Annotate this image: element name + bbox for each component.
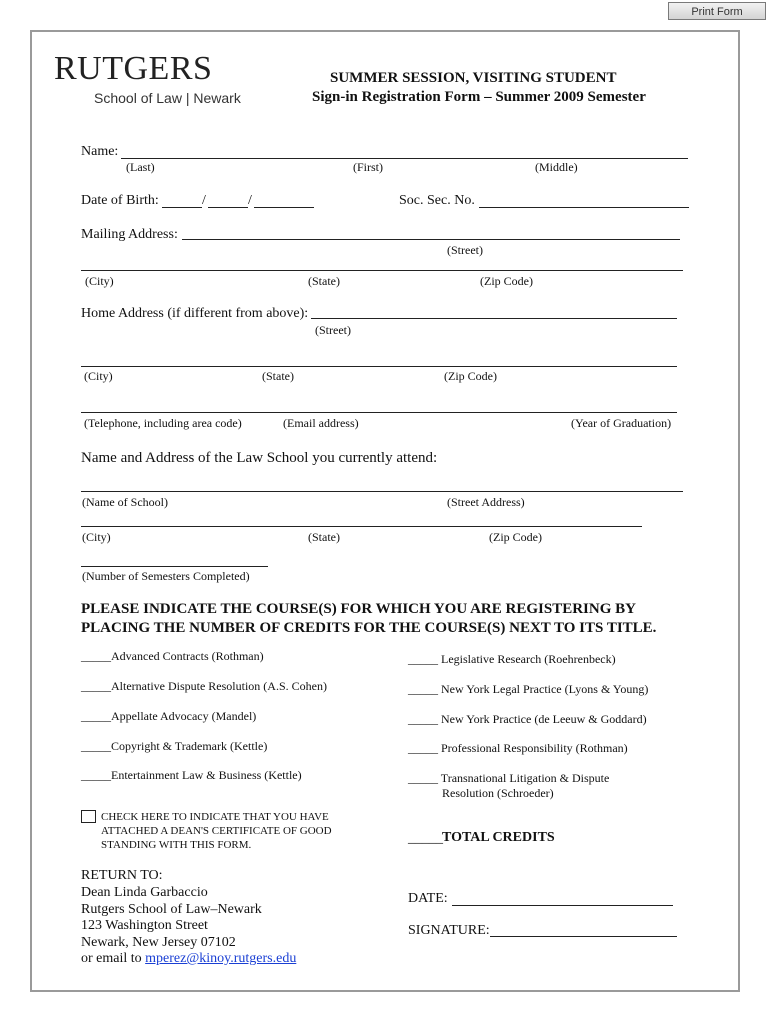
zip-caption: (Zip Code) (480, 274, 533, 288)
dean-certificate-checkbox[interactable] (81, 810, 96, 823)
telephone-caption: (Telephone, including area code) (84, 416, 242, 430)
return-address-line: 123 Washington Street (81, 918, 208, 933)
rutgers-logo: RUTGERS (54, 50, 213, 87)
city-caption: (City) (84, 369, 113, 383)
email-link[interactable]: mperez@kinoy.rutgers.edu (145, 951, 297, 966)
course-item[interactable]: _____Copyright & Trademark (Kettle) (81, 739, 268, 753)
contact-field[interactable] (81, 412, 677, 413)
dob-separator: / (202, 193, 206, 208)
signature-field[interactable] (490, 936, 677, 937)
course-item-continued: Resolution (Schroeder) (442, 786, 554, 800)
street-address-caption: (Street Address) (447, 495, 525, 509)
return-heading: RETURN TO: (81, 868, 163, 883)
dob-day-field[interactable] (208, 207, 248, 208)
course-item[interactable]: _____Advanced Contracts (Rothman) (81, 649, 264, 663)
date-label: DATE: (408, 891, 448, 906)
dob-year-field[interactable] (254, 207, 314, 208)
dob-label: Date of Birth: (81, 193, 159, 208)
dob-month-field[interactable] (162, 207, 202, 208)
middle-name-caption: (Middle) (535, 160, 578, 174)
state-caption: (State) (262, 369, 294, 383)
street-caption: (Street) (315, 323, 351, 337)
return-email-line (81, 951, 296, 967)
school-name-field[interactable] (81, 491, 683, 492)
course-item[interactable]: _____ New York Practice (de Leeuw & Goddard) (408, 712, 647, 726)
mailing-city-field[interactable] (81, 270, 683, 271)
law-school-label: Name and Address of the Law School you currently attend: (81, 450, 438, 466)
course-item[interactable]: _____Entertainment Law & Business (Kettle) (81, 768, 302, 782)
home-street-field[interactable] (311, 318, 677, 319)
city-caption: (City) (82, 530, 111, 544)
course-item[interactable]: _____Alternative Dispute Resolution (A.S. Cohen) (81, 679, 327, 693)
street-caption: (Street) (447, 243, 483, 257)
form-title: SUMMER SESSION, VISITING STUDENT (330, 70, 617, 86)
email-prefix: or email to (81, 951, 142, 966)
graduation-caption: (Year of Graduation) (571, 416, 672, 430)
home-address-label: Home Address (if different from above): (81, 306, 309, 321)
city-caption: (City) (85, 274, 114, 288)
certificate-text: STANDING WITH THIS FORM. (101, 839, 252, 851)
course-item[interactable]: _____ Transnational Litigation & Dispute (408, 771, 610, 785)
ssn-label: Soc. Sec. No. (399, 193, 475, 208)
form-subtitle: Sign-in Registration Form – Summer 2009 Semester (312, 89, 646, 105)
logo-subtitle: School of Law | Newark (94, 90, 241, 106)
course-item[interactable]: _____ Legislative Research (Roehrenbeck) (408, 652, 616, 666)
courses-heading: PLACING THE NUMBER OF CREDITS FOR THE COURSE(S) NEXT TO ITS TITLE. (81, 620, 657, 636)
return-address-line: Dean Linda Garbaccio (81, 885, 208, 900)
certificate-text: CHECK HERE TO INDICATE THAT YOU HAVE (101, 811, 329, 823)
signature-label: SIGNATURE: (408, 923, 490, 938)
ssn-field[interactable] (479, 207, 689, 208)
semesters-field[interactable] (81, 566, 268, 567)
email-caption: (Email address) (283, 416, 359, 430)
mailing-street-field[interactable] (182, 239, 680, 240)
certificate-text: ATTACHED A DEAN'S CERTIFICATE OF GOOD (101, 825, 332, 837)
semesters-caption: (Number of Semesters Completed) (82, 569, 250, 583)
courses-heading: PLEASE INDICATE THE COURSE(S) FOR WHICH YOU ARE REGISTERING BY (81, 601, 636, 617)
course-item[interactable]: _____ New York Legal Practice (Lyons & Young) (408, 682, 649, 696)
date-field[interactable] (452, 905, 673, 906)
zip-caption: (Zip Code) (489, 530, 542, 544)
first-name-caption: (First) (353, 160, 383, 174)
name-label: Name: (81, 144, 119, 159)
state-caption: (State) (308, 530, 340, 544)
return-address-line: Rutgers School of Law–Newark (81, 902, 262, 917)
return-address-line: Newark, New Jersey 07102 (81, 935, 236, 950)
print-form-button[interactable]: Print Form (668, 2, 766, 20)
course-item[interactable]: _____Appellate Advocacy (Mandel) (81, 709, 257, 723)
mailing-address-label: Mailing Address: (81, 227, 178, 242)
state-caption: (State) (308, 274, 340, 288)
total-credits-field[interactable]: _____ (408, 831, 443, 846)
zip-caption: (Zip Code) (444, 369, 497, 383)
last-name-caption: (Last) (126, 160, 155, 174)
total-credits-label: TOTAL CREDITS (442, 830, 555, 845)
course-item[interactable]: _____ Professional Responsibility (Rothman) (408, 741, 628, 755)
home-city-field[interactable] (81, 366, 677, 367)
school-city-field[interactable] (81, 526, 642, 527)
name-field[interactable] (121, 158, 688, 159)
school-name-caption: (Name of School) (82, 495, 168, 509)
dob-separator: / (248, 193, 252, 208)
